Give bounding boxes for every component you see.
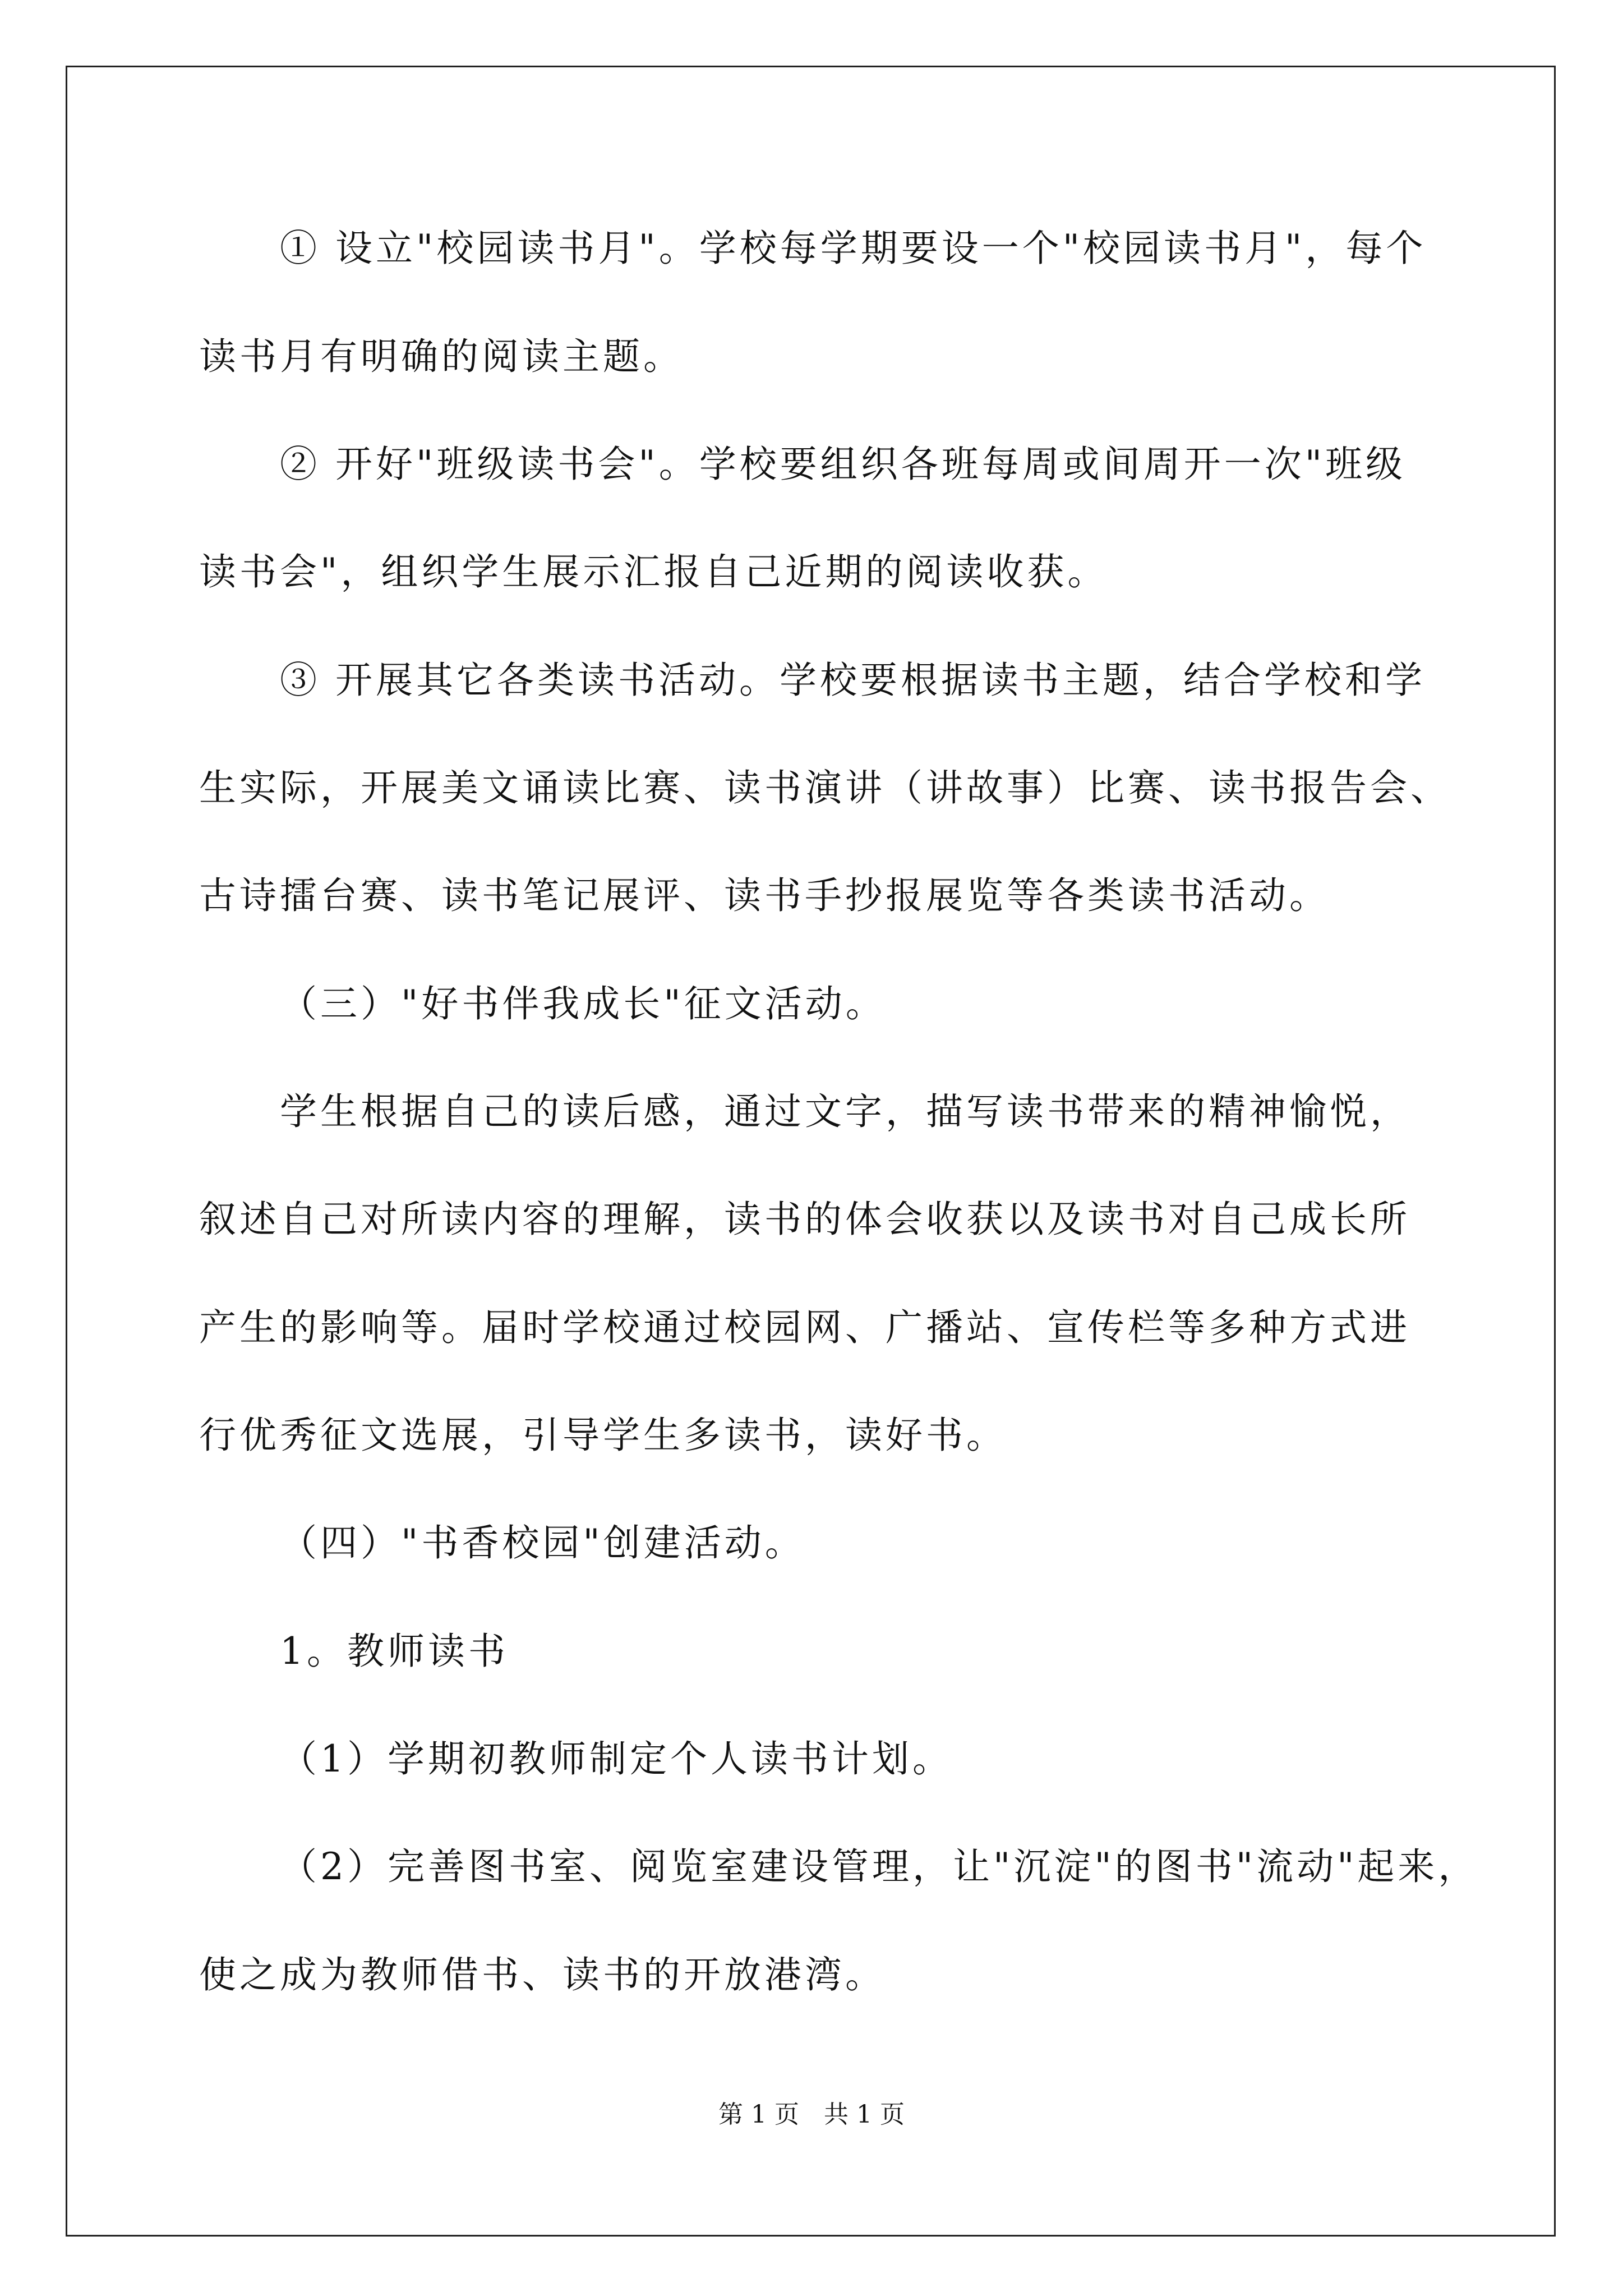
text-line: ③ 开展其它各类读书活动。学校要根据读书主题，结合学校和学 <box>280 659 1426 702</box>
page-number-footer: 第 1 页 共 1 页 <box>718 2100 905 2129</box>
text-line: （2）完善图书室、阅览室建设管理，让"沉淀"的图书"流动"起来， <box>280 1845 1479 1888</box>
section-heading: （三）"好书伴我成长"征文活动。 <box>280 982 886 1025</box>
page-border <box>66 66 1556 2237</box>
text-line: 读书月有明确的阅读主题。 <box>199 335 684 378</box>
text-line: 行优秀征文选展，引导学生多读书，读好书。 <box>199 1414 1007 1457</box>
subsection-heading: 1。教师读书 <box>280 1630 509 1673</box>
text-line: ① 设立"校园读书月"。学校每学期要设一个"校园读书月"，每个 <box>280 227 1427 270</box>
text-line: （1）学期初教师制定个人读书计划。 <box>280 1737 953 1780</box>
text-line: 使之成为教师借书、读书的开放港湾。 <box>199 1953 886 1996</box>
text-line: 产生的影响等。届时学校通过校园网、广播站、宣传栏等多种方式进 <box>199 1306 1410 1349</box>
text-line: 古诗擂台赛、读书笔记展评、读书手抄报展览等各类读书活动。 <box>199 874 1330 917</box>
text-line: 生实际，开展美文诵读比赛、读书演讲（讲故事）比赛、读书报告会、 <box>199 766 1451 809</box>
section-heading: （四）"书香校园"创建活动。 <box>280 1521 805 1565</box>
text-line: ② 开好"班级读书会"。学校要组织各班每周或间周开一次"班级 <box>280 443 1407 486</box>
text-line: 叙述自己对所读内容的理解，读书的体会收获以及读书对自己成长所 <box>199 1198 1410 1241</box>
text-line: 读书会"，组织学生展示汇报自己近期的阅读收获。 <box>199 550 1108 593</box>
text-line: 学生根据自己的读后感，通过文字，描写读书带来的精神愉悦， <box>280 1090 1410 1133</box>
